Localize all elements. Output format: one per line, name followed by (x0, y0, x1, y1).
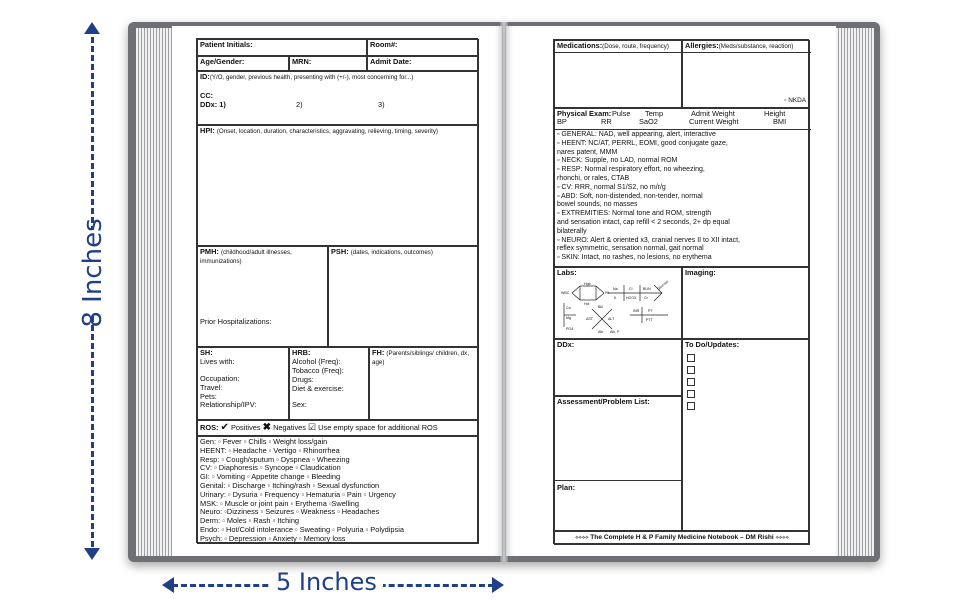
lab-cl: Cl (629, 287, 633, 291)
allergies-label: Allergies: (685, 41, 719, 50)
hrb-item: Sex: (292, 400, 307, 410)
psh-label: PSH: (331, 247, 349, 256)
lab-ptt: PTT (646, 318, 653, 322)
lab-pt: PT (648, 309, 653, 313)
lab-alk: Alk. P (610, 330, 620, 334)
hrb-section[interactable] (289, 347, 369, 420)
lab-cr: Cr (644, 296, 648, 300)
sh-item: Relationship/IPV: (200, 400, 257, 410)
todo-checkbox[interactable] (687, 390, 695, 398)
cc-label: CC: (200, 90, 214, 100)
left-page (172, 26, 502, 556)
lab-glucose: Glucose (656, 279, 670, 292)
exam-line: ▫ ABD: Soft, non-distended, non-tender, normal (557, 192, 703, 200)
exam-line: nares patent, MMM (557, 148, 618, 156)
exam-line: rhonchi, or rales, CTAB (557, 174, 630, 182)
temp-label: Temp (645, 109, 664, 118)
assessment-label: Assessment/Problem List: (557, 397, 650, 406)
id-hint: (Y/O, gender, previous health, presenting with (+/-), most concerning for...) (209, 74, 414, 81)
ddx-section[interactable] (554, 339, 682, 396)
sao2-label: SaO2 (639, 117, 658, 126)
lab-hgb: Hgb (584, 282, 591, 286)
ros-line: Urinary: ▫ Dysuria ▫ Frequency ▫ Hematuria ▫ Pain ▫ Urgency (200, 489, 396, 499)
rr-label: RR (601, 117, 612, 126)
arrow-right-icon (492, 577, 504, 593)
arrow-up-icon (84, 22, 100, 34)
pmh-section[interactable] (197, 246, 328, 347)
psh-hint: (dates, indications, outcomes) (350, 249, 433, 256)
lab-hct: Hct (584, 302, 590, 306)
allergies-section[interactable] (682, 40, 810, 108)
pulse-label: Pulse (612, 109, 631, 118)
sh-section[interactable] (197, 347, 289, 420)
bp-label: BP (557, 117, 567, 126)
mrn-label: MRN: (292, 57, 312, 66)
hrb-item: Tobacco (Freq): (292, 365, 344, 375)
plan-label: Plan: (557, 483, 576, 492)
ros-line: Derm: ▫ Moles ▫ Rash ▫ Itching (200, 516, 300, 526)
ddx-label: DDx: (557, 340, 575, 349)
exam-line: ▫ HEENT: NC/AT, PERRL, EOMI, good conjugate gaze, (557, 139, 728, 147)
fh-label: FH: (372, 348, 385, 357)
lab-po4: PO4 (566, 327, 574, 331)
exam-line: ▫ EXTREMITIES: Normal tone and ROM, strength (557, 210, 712, 218)
id-section[interactable] (197, 71, 479, 125)
todo-checkbox[interactable] (687, 354, 695, 362)
labs-section[interactable] (554, 267, 682, 339)
ros-negatives-label: Negatives (273, 423, 306, 432)
lab-inr: INR (633, 309, 640, 313)
labs-label: Labs: (557, 268, 577, 277)
hrb-item: Drugs: (292, 374, 314, 384)
checkbox-icon: ☑ (308, 422, 317, 432)
exam-line: reflex symmetric, sensation normal, gait normal (557, 245, 704, 253)
page-edges-left (136, 28, 172, 556)
lab-fishbone-diagram (558, 279, 676, 335)
exam-line: ▫ NECK: Supple, no LAD, normal ROM (557, 157, 678, 165)
notebook-footer (554, 531, 810, 545)
ros-header (197, 420, 479, 436)
physical-exam-section[interactable] (554, 108, 810, 267)
physical-exam-label: Physical Exam: (557, 109, 612, 118)
exam-line: ▫ SKIN: Intact, no rashes, no lesions, no erythema (557, 254, 712, 262)
plan-section[interactable] (554, 481, 682, 531)
lab-hco3: HCO3 (626, 296, 636, 300)
history-form (196, 38, 478, 543)
todo-section[interactable] (682, 339, 810, 531)
lab-bun: BUN (643, 287, 651, 291)
hrb-item: Alcohol (Freq): (292, 356, 341, 366)
admit-weight-label: Admit Weight (691, 109, 735, 118)
exam-line: and sensation intact, cap refill < 2 seconds, 2+ dp equal (557, 218, 730, 226)
ddx-1-label: DDx: 1) (200, 99, 226, 109)
lab-ast: AST (586, 317, 593, 321)
room-label: Room#: (370, 40, 398, 49)
hpi-hint: (Onset, location, duration, characteristics, aggravating, relieving, timing, severity) (216, 128, 438, 135)
width-label: 5 Inches (270, 568, 383, 596)
psh-section[interactable] (328, 246, 479, 347)
height-label: 8 Inches (70, 230, 116, 316)
sh-item: Occupation: (200, 373, 240, 383)
exam-line: bilaterally (557, 227, 587, 235)
lab-ca: Ca (566, 306, 571, 310)
todo-label: To Do/Updates: (685, 340, 740, 349)
prior-hospitalizations-label: Prior Hospitalizations: (200, 317, 272, 326)
fh-section[interactable] (369, 347, 479, 420)
page-edges-right (836, 28, 874, 556)
arrow-down-icon (84, 548, 100, 560)
hpi-label: HPI: (200, 126, 215, 135)
right-page (506, 26, 836, 556)
height-field-label: Height (764, 109, 786, 118)
ros-line: Resp: ▫ Cough/sputum ▫ Dyspnea ▫ Wheezing (200, 454, 350, 464)
fh-hint: (Parents/siblings/ children, dx, age) (372, 350, 469, 366)
exam-line: bowel sounds, no masses (557, 201, 638, 209)
ddx-3-label: 3) (378, 99, 385, 109)
ros-positives-label: Positives (231, 423, 261, 432)
ddx-2-label: 2) (296, 99, 303, 109)
allergies-hint: (Meds/substance, reaction) (718, 43, 794, 50)
lab-alb: Alb (598, 330, 604, 334)
footer-ornament-right: ⟡⟡⟡⟡ (775, 535, 789, 541)
sh-item: Pets: (200, 391, 217, 401)
footer-ornament-left: ⟡⟡⟡⟡ (575, 535, 589, 541)
todo-checkbox[interactable] (687, 378, 695, 386)
exam-line: ▫ GENERAL: NAD, well appearing, alert, interactive (557, 131, 716, 138)
nkda-checkbox[interactable]: ▫ NKDA (784, 97, 806, 105)
medications-section[interactable] (554, 40, 682, 108)
age-gender-label: Age/Gender: (200, 57, 245, 66)
age-gender-field[interactable] (197, 56, 289, 71)
ros-line: Psych: ▫ Depression ▫ Anxiety ▫ Memory loss (200, 533, 346, 543)
patient-initials-field[interactable] (197, 39, 367, 56)
sh-item: Travel: (200, 382, 223, 392)
cross-icon: ✖ (262, 422, 272, 433)
exam-line: ▫ RESP: Normal respiratory effort, no wheezing, (557, 166, 705, 174)
admit-date-label: Admit Date: (370, 57, 412, 66)
ros-label: ROS: (200, 423, 219, 432)
lab-na: Na (613, 287, 618, 291)
assessment-section[interactable] (554, 396, 682, 492)
arrow-left-icon (162, 577, 174, 593)
hpi-section[interactable] (197, 125, 479, 246)
lab-mg: Mg (566, 316, 571, 320)
sh-item: Lives with: (200, 356, 235, 366)
lab-bili: Bili (598, 305, 603, 309)
patient-initials-label: Patient Initials: (200, 40, 253, 49)
todo-checkbox[interactable] (687, 366, 695, 374)
lab-wbc: WBC (561, 291, 570, 295)
lab-k: K (614, 296, 617, 300)
todo-checkbox[interactable] (687, 402, 695, 410)
id-label: ID: (200, 72, 210, 81)
ros-line: HEENT: ▫ Headache ▫ Vertigo ▫ Rhinorrhea (200, 445, 340, 455)
check-icon: ✔ (220, 422, 229, 433)
mrn-field[interactable] (289, 56, 367, 71)
hrb-item: Diet & exercise: (292, 383, 344, 393)
exam-form (553, 39, 809, 544)
imaging-label: Imaging: (685, 268, 716, 277)
medications-label: Medications: (557, 41, 603, 50)
sh-label: SH: (200, 348, 213, 357)
ros-line: MSK: ▫ Muscle or joint pain ▫ Erythema ▫Swelling (200, 498, 360, 508)
pmh-label: PMH: (200, 247, 219, 256)
pmh-hint: (childhood/adult illnesses, immunizations) (200, 249, 292, 265)
ros-line: CV: ▫ Diaphoresis ▫ Syncope ▫ Claudication (200, 463, 341, 473)
ros-line: Neuro: ▫Dizziness ▫ Seizures ▫ Weakness ▫ Headaches (200, 507, 380, 517)
ros-line: Gen: ▫ Fever ▫ Chills ▫ Weight loss/gain (200, 437, 328, 446)
imaging-section[interactable] (682, 267, 810, 339)
lab-alt: ALT (608, 317, 615, 321)
current-weight-label: Current Weight (689, 117, 739, 126)
bmi-label: BMI (773, 117, 787, 126)
ros-line: Genital: ▫ Discharge ▫ Itching/rash ▫ Sexual dysfunction (200, 480, 380, 490)
footer-title: The Complete H & P Family Medicine Notebook – DM Rishi (590, 534, 774, 541)
exam-line: ▫ NEURO: Alert & oriented x3, cranial nerves II to XII intact, (557, 236, 741, 244)
admit-date-field[interactable] (367, 56, 479, 71)
ros-empty-space-label: Use empty space for additional ROS (318, 423, 438, 432)
hrb-label: HRB: (292, 348, 311, 357)
ros-line: GI: ▫ Vomiting ▫ Appetite change ▫ Bleeding (200, 472, 341, 482)
ros-line: Endo: ▫ Hot/Cold intolerance ▫ Sweating ▫ Polyuria ▫ Polydipsia (200, 524, 404, 534)
medications-hint: (Dose, route, frequency) (602, 43, 669, 50)
lab-plt: Plt (605, 291, 610, 295)
ros-list (197, 436, 479, 544)
room-field[interactable] (367, 39, 479, 56)
exam-line: ▫ CV: RRR, normal S1/S2, no m/r/g (557, 183, 666, 191)
